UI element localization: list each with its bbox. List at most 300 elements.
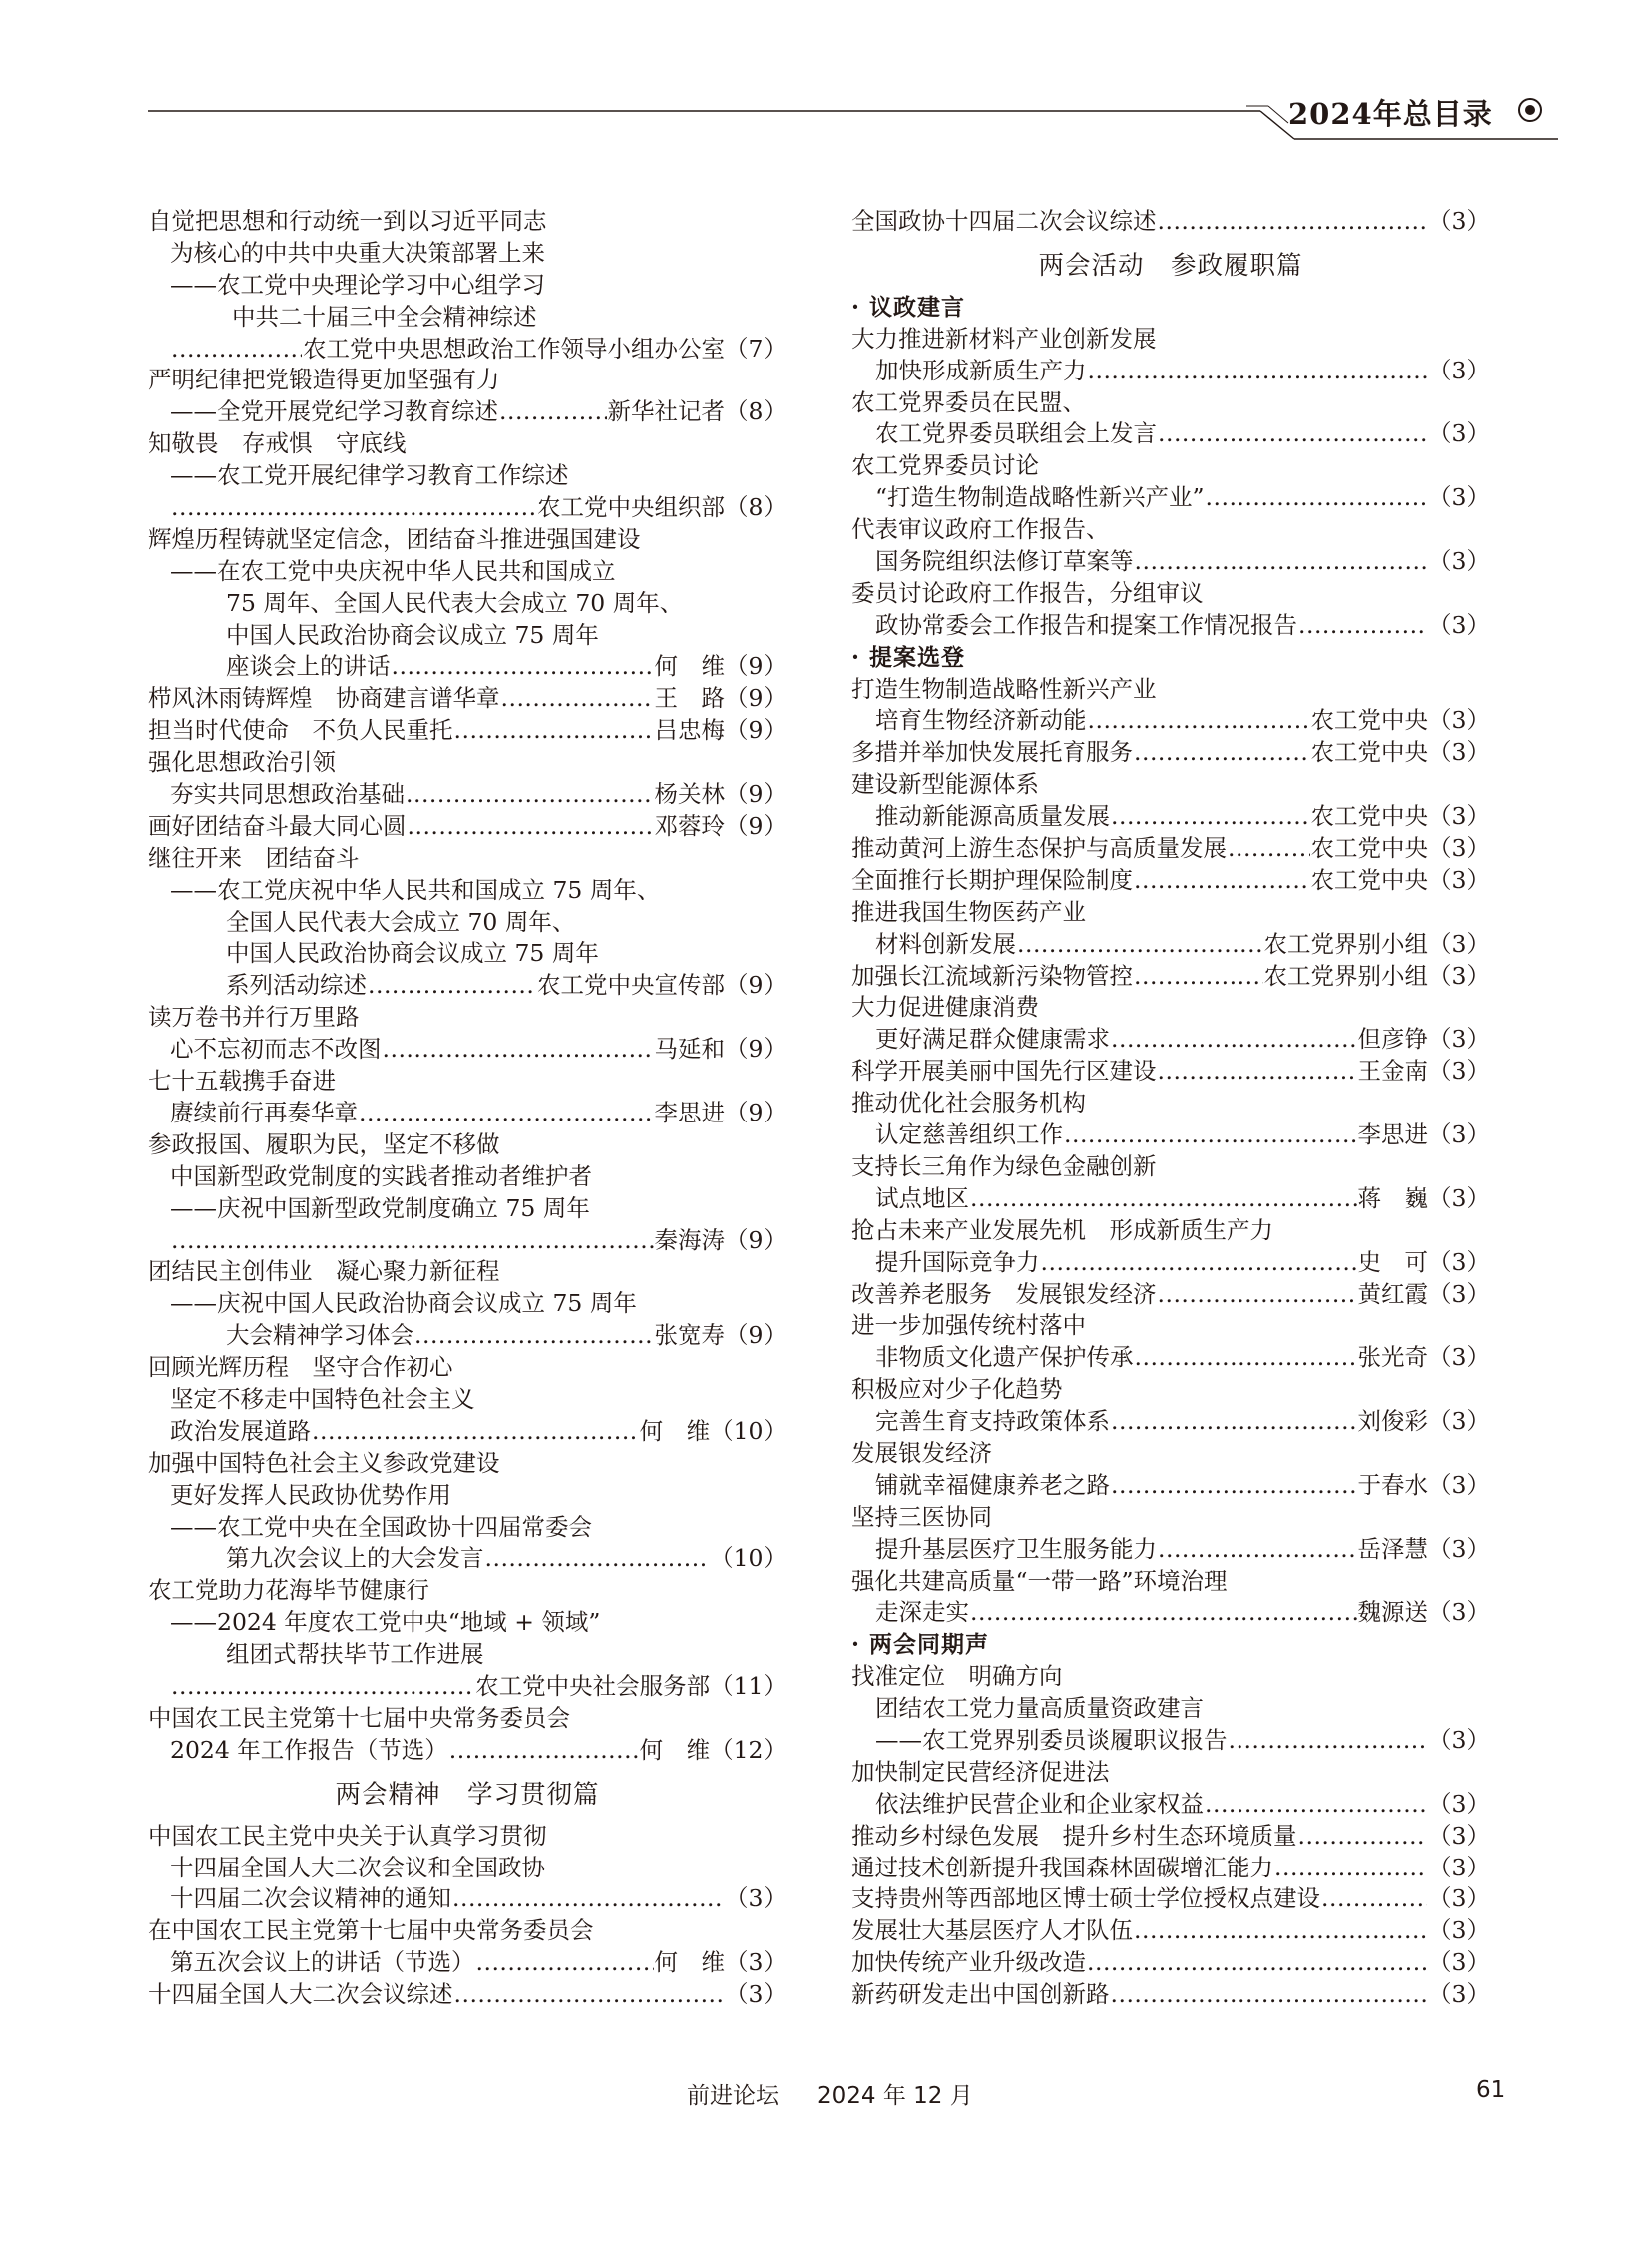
toc-entry-title: 改善养老服务 发展银发经济 [851,1279,1157,1308]
toc-entry-title: 铺就幸福健康养老之路 [875,1470,1110,1499]
dot-leader [383,1034,654,1066]
toc-entry[interactable] [148,1098,787,1129]
toc-entry[interactable] [851,356,1490,387]
toc-entry-page: （3） [1428,738,1490,767]
toc-entry-author: 新华社记者 [607,397,726,426]
toc-entry-page: （3） [1428,1057,1490,1086]
toc-entry-author: 秦海涛 [654,1225,726,1254]
toc-entry-page: （3） [1428,1948,1490,1977]
toc-entry-author: 张光奇 [1357,1343,1429,1372]
toc-entry-author: 农工党中央思想政治工作领导小组办公室 [303,334,726,363]
dot-leader [1228,833,1310,865]
toc-title-line: 七十五载携手奋进 [148,1067,336,1096]
toc-entry-title: 多措并举加快发展托育服务 [851,738,1133,767]
toc-entry-title: 农工党界委员联组会上发言 [875,419,1157,448]
toc-entry-author: 农工党中央 [1310,738,1429,767]
toc-entry-author: 蒋 巍 [1357,1183,1429,1212]
footer-page-number: 61 [1476,2077,1506,2103]
toc-entry-title: 加强长江流域新污染物管控 [851,961,1133,990]
toc-entry[interactable] [148,970,787,1002]
toc-entry-page: （11） [710,1671,787,1700]
toc-entry-page: （3） [1428,207,1490,235]
dot-leader [501,683,654,715]
toc-entry[interactable] [148,779,787,811]
toc-right-column [851,206,1490,2011]
toc-entry[interactable] [851,1915,1490,1947]
toc-entry-page: （9） [725,1321,787,1350]
toc-title-line: 积极应对少子化趋势 [851,1375,1063,1404]
toc-title-line: 进一步加强传统村落中 [851,1311,1086,1340]
dot-leader [1087,1947,1427,1979]
toc-title-line: 全国人民代表大会成立 70 周年、 [226,907,576,936]
toc-entry-title: 培育生物经济新动能 [875,706,1087,735]
toc-entry-author: 刘俊彩 [1357,1407,1429,1436]
toc-entry-page: （3） [1428,1821,1490,1850]
toc-entry[interactable] [851,1183,1490,1215]
toc-entry-title: 十四届二次会议精神的通知 [170,1884,451,1913]
toc-entry-author: 何 维 [654,652,726,681]
toc-entry-author: 岳泽慧 [1357,1534,1429,1563]
toc-title-line: 中国农工民主党第十七届中央常务委员会 [148,1703,570,1732]
dot-leader [1111,1470,1357,1502]
toc-entry-author: 农工党界别小组 [1263,929,1429,958]
toc-entry-title: 通过技术创新提升我国森林固碳增汇能力 [851,1853,1273,1881]
toc-entry-page: （3） [1428,356,1490,384]
toc-entry-title: 提升国际竞争力 [875,1247,1040,1276]
toc-title-line: 农工党界委员讨论 [851,451,1039,480]
toc-entry-title: ——农工党界别委员谈履职议报告 [875,1725,1228,1754]
toc-entry-author: 史 可 [1357,1247,1429,1276]
toc-entry-page: （3） [1428,610,1490,639]
toc-title-line: 知敬畏 存戒惧 守底线 [148,429,407,458]
dot-leader [1158,418,1427,450]
toc-title-line: 打造生物制造战略性新兴产业 [851,674,1157,703]
toc-entry[interactable] [851,961,1490,993]
toc-title-line: 组团式帮扶毕节工作进展 [226,1640,484,1669]
toc-entry[interactable] [851,206,1490,238]
toc-title-line: ——农工党中央在全国政协十四届常委会 [170,1512,592,1541]
subsection-heading: · 议政建言 [851,293,966,321]
toc-title-line: 代表审议政府工作报告、 [851,515,1110,544]
dot-leader [1158,206,1428,238]
toc-entry[interactable] [148,1320,787,1352]
toc-entry[interactable] [851,1853,1490,1884]
toc-entry-author: 杨关林 [654,780,726,809]
toc-entry-title: 栉风沐雨铸辉煌 协商建言谱华章 [148,684,500,713]
toc-entry-page: （7） [725,334,787,363]
dot-leader [1229,1725,1428,1757]
dot-leader [970,1597,1357,1629]
toc-title-line: 坚定不移走中国特色社会主义 [170,1384,475,1413]
toc-entry-page: （8） [725,493,787,522]
toc-title-line: 推动优化社会服务机构 [851,1089,1086,1118]
toc-entry[interactable] [148,811,787,843]
toc-title-line: 回顾光辉历程 坚守合作初心 [148,1353,453,1382]
toc-entry-page: （3） [1428,1183,1490,1212]
dot-leader [1158,1534,1357,1566]
toc-title-line: 委员讨论政府工作报告，分组审议 [851,578,1204,607]
toc-entry-page: （10） [710,1416,787,1445]
toc-title-line: 抢占未来产业发展先机 形成新质生产力 [851,1215,1273,1244]
toc-entry[interactable] [148,334,787,366]
toc-entry-title: 完善生育支持政策体系 [875,1407,1110,1436]
toc-entry-page: （3） [1428,961,1490,990]
toc-entry[interactable] [148,1034,787,1066]
toc-entry-title: 全面推行长期护理保险制度 [851,865,1133,894]
toc-entry-title: “打造生物制造战略性新兴产业” [875,483,1205,512]
toc-entry-title: 依法维护民营企业和企业家权益 [875,1789,1204,1818]
toc-entry[interactable] [148,651,787,683]
dot-leader [454,1979,725,2011]
toc-title-line: 强化思想政治引领 [148,748,336,777]
toc-entry-page: （3） [1428,1279,1490,1308]
toc-entry[interactable] [851,833,1490,865]
toc-entry-author: 何 维 [654,1948,726,1977]
dot-leader [1321,1883,1427,1915]
toc-entry-title: 推动新能源高质量发展 [875,802,1110,831]
dot-leader [1064,1120,1357,1151]
toc-title-line: 农工党界委员在民盟、 [851,387,1086,416]
subsection-heading: · 两会同期声 [851,1631,990,1659]
toc-entry-title: 非物质文化遗产保护传承 [875,1343,1134,1372]
toc-entry-page: （3） [1428,1534,1490,1563]
dot-leader [406,779,654,811]
toc-entry-title: 材料创新发展 [875,929,1016,958]
toc-entry[interactable] [148,1947,787,1979]
toc-entry-page: （9） [725,811,787,840]
toc-entry-title: 座谈会上的讲话 [226,652,391,681]
toc-entry-page: （3） [1428,1980,1490,2009]
toc-title-line: 读万卷书并行万里路 [148,1003,360,1032]
toc-title-line: 建设新型能源体系 [851,770,1039,799]
toc-title-line: ——在农工党中央庆祝中华人民共和国成立 [170,556,616,585]
dot-leader [171,334,302,366]
toc-entry-page: （9） [725,971,787,1000]
toc-entry-page: （9） [725,684,787,713]
toc-entry-page: （3） [1428,1725,1490,1754]
dot-leader [452,1883,724,1915]
toc-entry[interactable] [148,1671,787,1703]
toc-title-line: ——农工党开展纪律学习教育工作综述 [170,461,569,490]
toc-entry[interactable] [148,1416,787,1448]
toc-title-line: ——庆祝中国人民政治协商会议成立 75 周年 [170,1289,637,1318]
toc-entry-page: （3） [1428,547,1490,576]
toc-entry-page: （3） [1428,1853,1490,1881]
toc-entry-title: 试点地区 [875,1183,969,1212]
toc-entry-author: 农工党中央社会服务部 [475,1671,711,1700]
toc-entry-page: （3） [1428,1470,1490,1499]
toc-entry[interactable] [851,801,1490,833]
toc-entry-author: 王 路 [654,684,726,713]
dot-leader [1111,1979,1428,2011]
toc-title-line: 中国人民政治协商会议成立 75 周年 [226,620,599,649]
toc-entry-page: （10） [710,1544,787,1573]
toc-entry-title: 认定慈善组织工作 [875,1121,1063,1149]
toc-entry[interactable] [851,1024,1490,1056]
toc-entry[interactable] [148,683,787,715]
toc-entry[interactable] [148,715,787,747]
toc-entry-page: （9） [725,652,787,681]
toc-title-line: 中共二十届三中全会精神综述 [232,302,537,331]
toc-title-line: 大力促进健康消费 [851,993,1039,1022]
dot-leader [970,1183,1357,1215]
toc-title-line: 在中国农工民主党第十七届中央常务委员会 [148,1916,594,1945]
footer-issue-date: 2024 年 12 月 [817,2083,973,2109]
toc-entry-author: 魏源送 [1357,1598,1429,1627]
toc-title-line: ——农工党庆祝中华人民共和国成立 75 周年、 [170,875,661,904]
dot-leader [1111,801,1310,833]
toc-entry-author: 何 维 [639,1416,711,1445]
toc-title-line: 中国农工民主党中央关于认真学习贯彻 [148,1821,547,1850]
dot-leader [1134,961,1263,993]
toc-title-line: 团结农工党力量高质量资政建言 [875,1694,1204,1723]
toc-entry-title: 全国政协十四届二次会议综述 [851,207,1157,235]
toc-entry[interactable] [851,1279,1490,1311]
toc-entry-page: （9） [725,716,787,745]
toc-title-line: ——2024 年度农工党中央“地域 + 领域” [170,1608,601,1637]
toc-entry-author: 但彦铮 [1357,1025,1429,1054]
toc-entry-page: （3） [1428,1884,1490,1913]
toc-entry-title: 科学开展美丽中国先行区建设 [851,1057,1157,1086]
toc-entry-author: 王金南 [1357,1057,1429,1086]
toc-title-line: ——农工党中央理论学习中心组学习 [170,270,545,299]
toc-entry-page: （3） [1428,1343,1490,1372]
toc-title-line: 团结民主创伟业 凝心聚力新征程 [148,1257,500,1286]
dot-leader [368,970,536,1002]
toc-title-line: 找准定位 明确方向 [851,1662,1063,1691]
toc-entry-author: 农工党中央组织部 [537,493,726,522]
toc-entry-title: 心不忘初而志不改图 [170,1035,382,1064]
toc-title-line: 强化共建高质量“一带一路”环境治理 [851,1566,1228,1595]
toc-entry-page: （12） [710,1735,787,1764]
toc-entry[interactable] [148,1735,787,1767]
toc-entry-author: 何 维 [639,1735,711,1764]
toc-entry-title: 走深走实 [875,1598,969,1627]
toc-title-line: 更好发挥人民政协优势作用 [170,1480,451,1509]
toc-left-column [148,206,787,2011]
toc-title-line: 加强中国特色社会主义参政党建设 [148,1448,500,1477]
toc-entry-title: 推动黄河上游生态保护与高质量发展 [851,834,1227,863]
toc-title-line: 继往开来 团结奋斗 [148,843,360,872]
toc-entry-page: （3） [1428,1916,1490,1945]
dot-leader [1274,1853,1427,1884]
toc-title-line: 发展银发经济 [851,1438,992,1467]
toc-title-line: 农工党助力花海毕节健康行 [148,1576,429,1605]
toc-entry[interactable] [851,1979,1490,2011]
toc-entry-title: 加快传统产业升级改造 [851,1948,1086,1977]
toc-entry[interactable] [851,737,1490,769]
toc-entry-title: 政治发展道路 [170,1416,311,1445]
toc-entry-page: （3） [1428,1025,1490,1054]
toc-entry-page: （9） [725,1035,787,1064]
toc-entry-author: 黄红霞 [1357,1279,1429,1308]
toc-title-line: 加快制定民营经济促进法 [851,1757,1110,1786]
dot-leader [1041,1247,1357,1279]
toc-entry-page: （3） [1428,802,1490,831]
toc-entry[interactable] [851,1342,1490,1374]
toc-entry-author: 农工党中央 [1310,706,1429,735]
toc-entry[interactable] [851,1883,1490,1915]
dot-leader [1134,737,1310,769]
toc-entry-title: 提升基层医疗卫生服务能力 [875,1534,1157,1563]
toc-entry[interactable] [851,1406,1490,1438]
toc-entry[interactable] [851,610,1490,642]
running-header-title: 2024年总目录 [1288,97,1493,131]
toc-entry-title: 画好团结奋斗最大同心圆 [148,811,407,840]
toc-title-line: 十四届全国人大二次会议和全国政协 [170,1853,545,1881]
subsection-heading: · 提案选登 [851,643,966,671]
dot-leader [1158,1056,1357,1088]
toc-entry[interactable] [851,1056,1490,1088]
dot-leader [171,1671,474,1703]
dot-leader [485,1543,710,1575]
dot-leader [499,396,607,428]
dot-leader [449,1735,639,1767]
dot-leader [1088,356,1428,387]
toc-entry[interactable] [851,1470,1490,1502]
toc-entry-author: 吕忠梅 [654,716,726,745]
toc-entry-title: 加快形成新质生产力 [875,356,1087,384]
toc-entry-page: （3） [1428,419,1490,448]
toc-entry-title: 支持贵州等西部地区博士硕士学位授权点建设 [851,1884,1320,1913]
toc-entry[interactable] [851,1120,1490,1151]
toc-entry-page: （3） [1428,1598,1490,1627]
toc-entry-page: （3） [1428,1247,1490,1276]
toc-entry[interactable] [851,1247,1490,1279]
dot-leader [1111,1406,1357,1438]
toc-entry-author: 农工党中央 [1310,865,1429,894]
toc-entry-author: 农工党中央 [1310,802,1429,831]
dot-leader [1135,546,1428,578]
header-rule [0,105,1652,145]
toc-entry-title: 夯实共同思想政治基础 [170,780,405,809]
toc-entry[interactable] [148,1225,787,1257]
toc-entry[interactable] [148,1883,787,1915]
section-heading: 两会精神 学习贯彻篇 [335,1779,600,1810]
toc-entry[interactable] [851,546,1490,578]
dot-leader [1205,1789,1427,1821]
toc-entry[interactable] [148,492,787,524]
toc-entry-title: 新药研发走出中国创新路 [851,1980,1110,2009]
toc-entry[interactable] [148,1979,787,2011]
toc-entry-author: 邓蓉玲 [654,811,726,840]
toc-title-line: 大力推进新材料产业创新发展 [851,324,1157,353]
dot-leader [1298,1821,1428,1853]
dot-leader [1158,1279,1357,1311]
dot-leader [1134,865,1310,897]
toc-entry-title: 政协常委会工作报告和提案工作情况报告 [875,610,1297,639]
dot-leader [408,811,654,843]
toc-entry-title: 大会精神学习体会 [226,1321,413,1350]
toc-entry-title: 国务院组织法修订草案等 [875,547,1134,576]
toc-entry[interactable] [148,1543,787,1575]
dot-leader [476,1947,654,1979]
toc-entry-author: 于春水 [1357,1470,1429,1499]
toc-title-line: 中国人民政治协商会议成立 75 周年 [226,939,599,968]
dot-leader [1088,705,1310,737]
toc-entry-page: （3） [725,1948,787,1977]
toc-entry-author: 农工党中央宣传部 [537,971,726,1000]
dot-leader [392,651,654,683]
dot-leader [1111,1024,1357,1056]
footer-journal-name: 前进论坛 [687,2083,779,2109]
dot-leader [1017,929,1263,961]
toc-title-line: 辉煌历程铸就坚定信念，团结奋斗推进强国建设 [148,524,641,553]
dot-leader [414,1320,654,1352]
toc-title-line: 支持长三角作为绿色金融创新 [851,1151,1157,1180]
toc-entry-page: （3） [1428,834,1490,863]
toc-entry[interactable] [851,1821,1490,1853]
toc-entry-title: 发展壮大基层医疗人才队伍 [851,1916,1133,1945]
toc-entry[interactable] [851,1789,1490,1821]
toc-entry-page: （3） [725,1980,787,2009]
toc-entry-page: （9） [725,780,787,809]
toc-entry[interactable] [851,929,1490,961]
toc-title-line: 自觉把思想和行动统一到以习近平同志 [148,207,547,235]
toc-entry-title: 2024 年工作报告（节选） [170,1735,448,1764]
toc-entry-author: 李思进 [654,1098,726,1126]
toc-entry-author: 农工党中央 [1310,834,1429,863]
toc-title-line: 75 周年、全国人民代表大会成立 70 周年、 [226,588,684,617]
toc-title-line: 为核心的中共中央重大决策部署上来 [170,238,545,267]
toc-entry-author: 马延和 [654,1035,726,1064]
toc-entry[interactable] [148,396,787,428]
toc-title-line: 参政报国、履职为民，坚定不移做 [148,1129,500,1158]
toc-entry-page: （3） [1428,1121,1490,1149]
toc-entry-page: （3） [1428,706,1490,735]
toc-entry-page: （3） [1428,1407,1490,1436]
dot-leader [171,1225,654,1257]
toc-entry-page: （3） [1428,483,1490,512]
toc-entry[interactable] [851,1725,1490,1757]
toc-entry[interactable] [851,705,1490,737]
toc-entry-title: ——全党开展党纪学习教育综述 [170,397,498,426]
toc-entry-page: （3） [1428,929,1490,958]
toc-entry-page: （3） [1428,865,1490,894]
dot-leader [1134,1915,1427,1947]
toc-entry-title: 第九次会议上的大会发言 [226,1544,484,1573]
toc-entry-page: （3） [725,1884,787,1913]
toc-entry[interactable] [851,1534,1490,1566]
toc-entry[interactable] [851,1597,1490,1629]
dot-leader [1135,1342,1357,1374]
toc-entry[interactable] [851,418,1490,450]
toc-entry-title: 赓续前行再奏华章 [170,1098,358,1126]
dot-leader [312,1416,639,1448]
section-heading: 两会活动 参政履职篇 [1038,250,1303,281]
toc-entry-title: 担当时代使命 不负人民重托 [148,716,453,745]
toc-entry[interactable] [851,1947,1490,1979]
toc-title-line: 严明纪律把党锻造得更加坚强有力 [148,366,500,394]
toc-entry-title: 更好满足群众健康需求 [875,1025,1110,1054]
toc-entry-title: 十四届全国人大二次会议综述 [148,1980,453,2009]
toc-entry[interactable] [851,865,1490,897]
dot-leader [1206,482,1428,514]
toc-entry-page: （9） [725,1098,787,1126]
toc-entry[interactable] [851,482,1490,514]
toc-title-line: ——庆祝中国新型政党制度确立 75 周年 [170,1193,590,1222]
dot-leader [171,492,536,524]
dot-leader [359,1098,654,1129]
dot-leader [1298,610,1427,642]
toc-entry-title: 系列活动综述 [226,971,367,1000]
toc-entry-page: （8） [725,397,787,426]
toc-entry-author: 李思进 [1357,1121,1429,1149]
toc-title-line: 中国新型政党制度的实践者推动者维护者 [170,1161,592,1190]
toc-entry-page: （3） [1428,1789,1490,1818]
toc-entry-title: 第五次会议上的讲话（节选） [170,1948,475,1977]
toc-title-line: 推进我国生物医药产业 [851,897,1086,926]
